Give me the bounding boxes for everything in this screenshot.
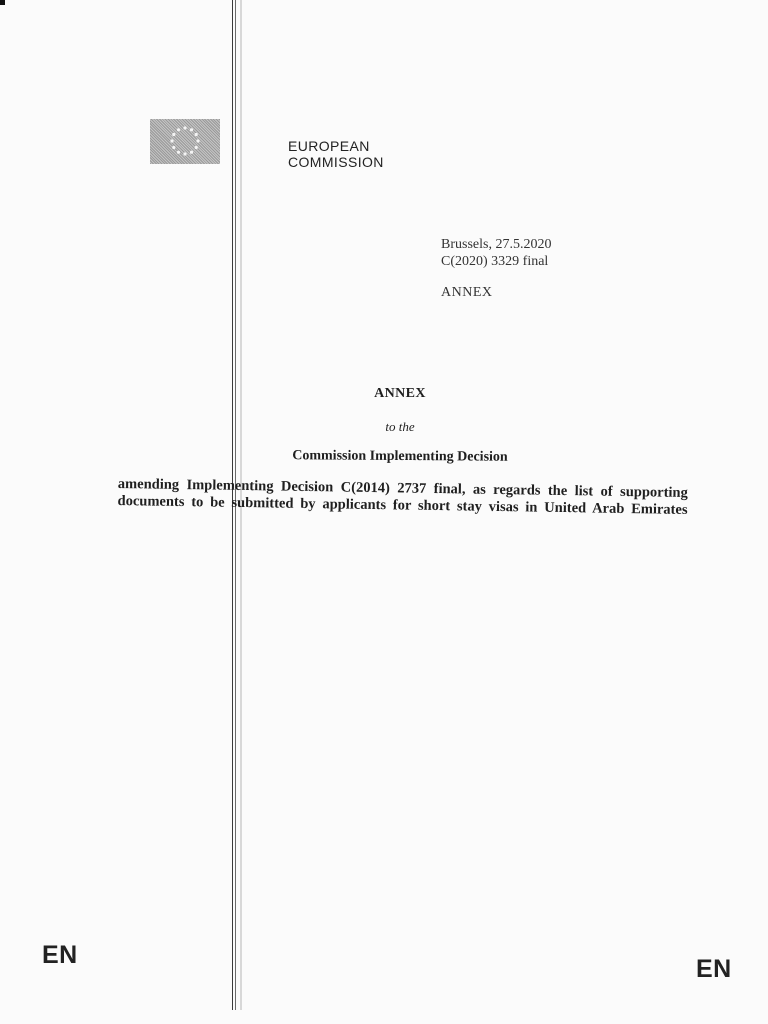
annex-tag: ANNEX (441, 285, 493, 300)
eu-flag-icon (150, 119, 220, 164)
annex-heading: ANNEX (374, 386, 426, 401)
language-code-right: EN (696, 955, 732, 983)
decision-subject: amending Implementing Decision C(2014) 2737 final, as regards the list of supporting documents to be submitted by applicants for short stay visas in United Arab Emirates (117, 476, 688, 518)
institution-name (288, 138, 384, 170)
decision-heading: Commission Implementing Decision (292, 448, 508, 465)
institution-line-2: COMMISSION (288, 154, 384, 170)
place-date: Brussels, 27.5.2020 (441, 237, 552, 252)
document-reference: C(2020) 3329 final (441, 254, 549, 269)
to-the-line: to the (385, 419, 415, 434)
institution-line-1: EUROPEAN (288, 138, 370, 154)
scan-corner-mark (0, 0, 5, 5)
language-code-left: EN (42, 941, 78, 969)
document-meta (441, 236, 551, 301)
